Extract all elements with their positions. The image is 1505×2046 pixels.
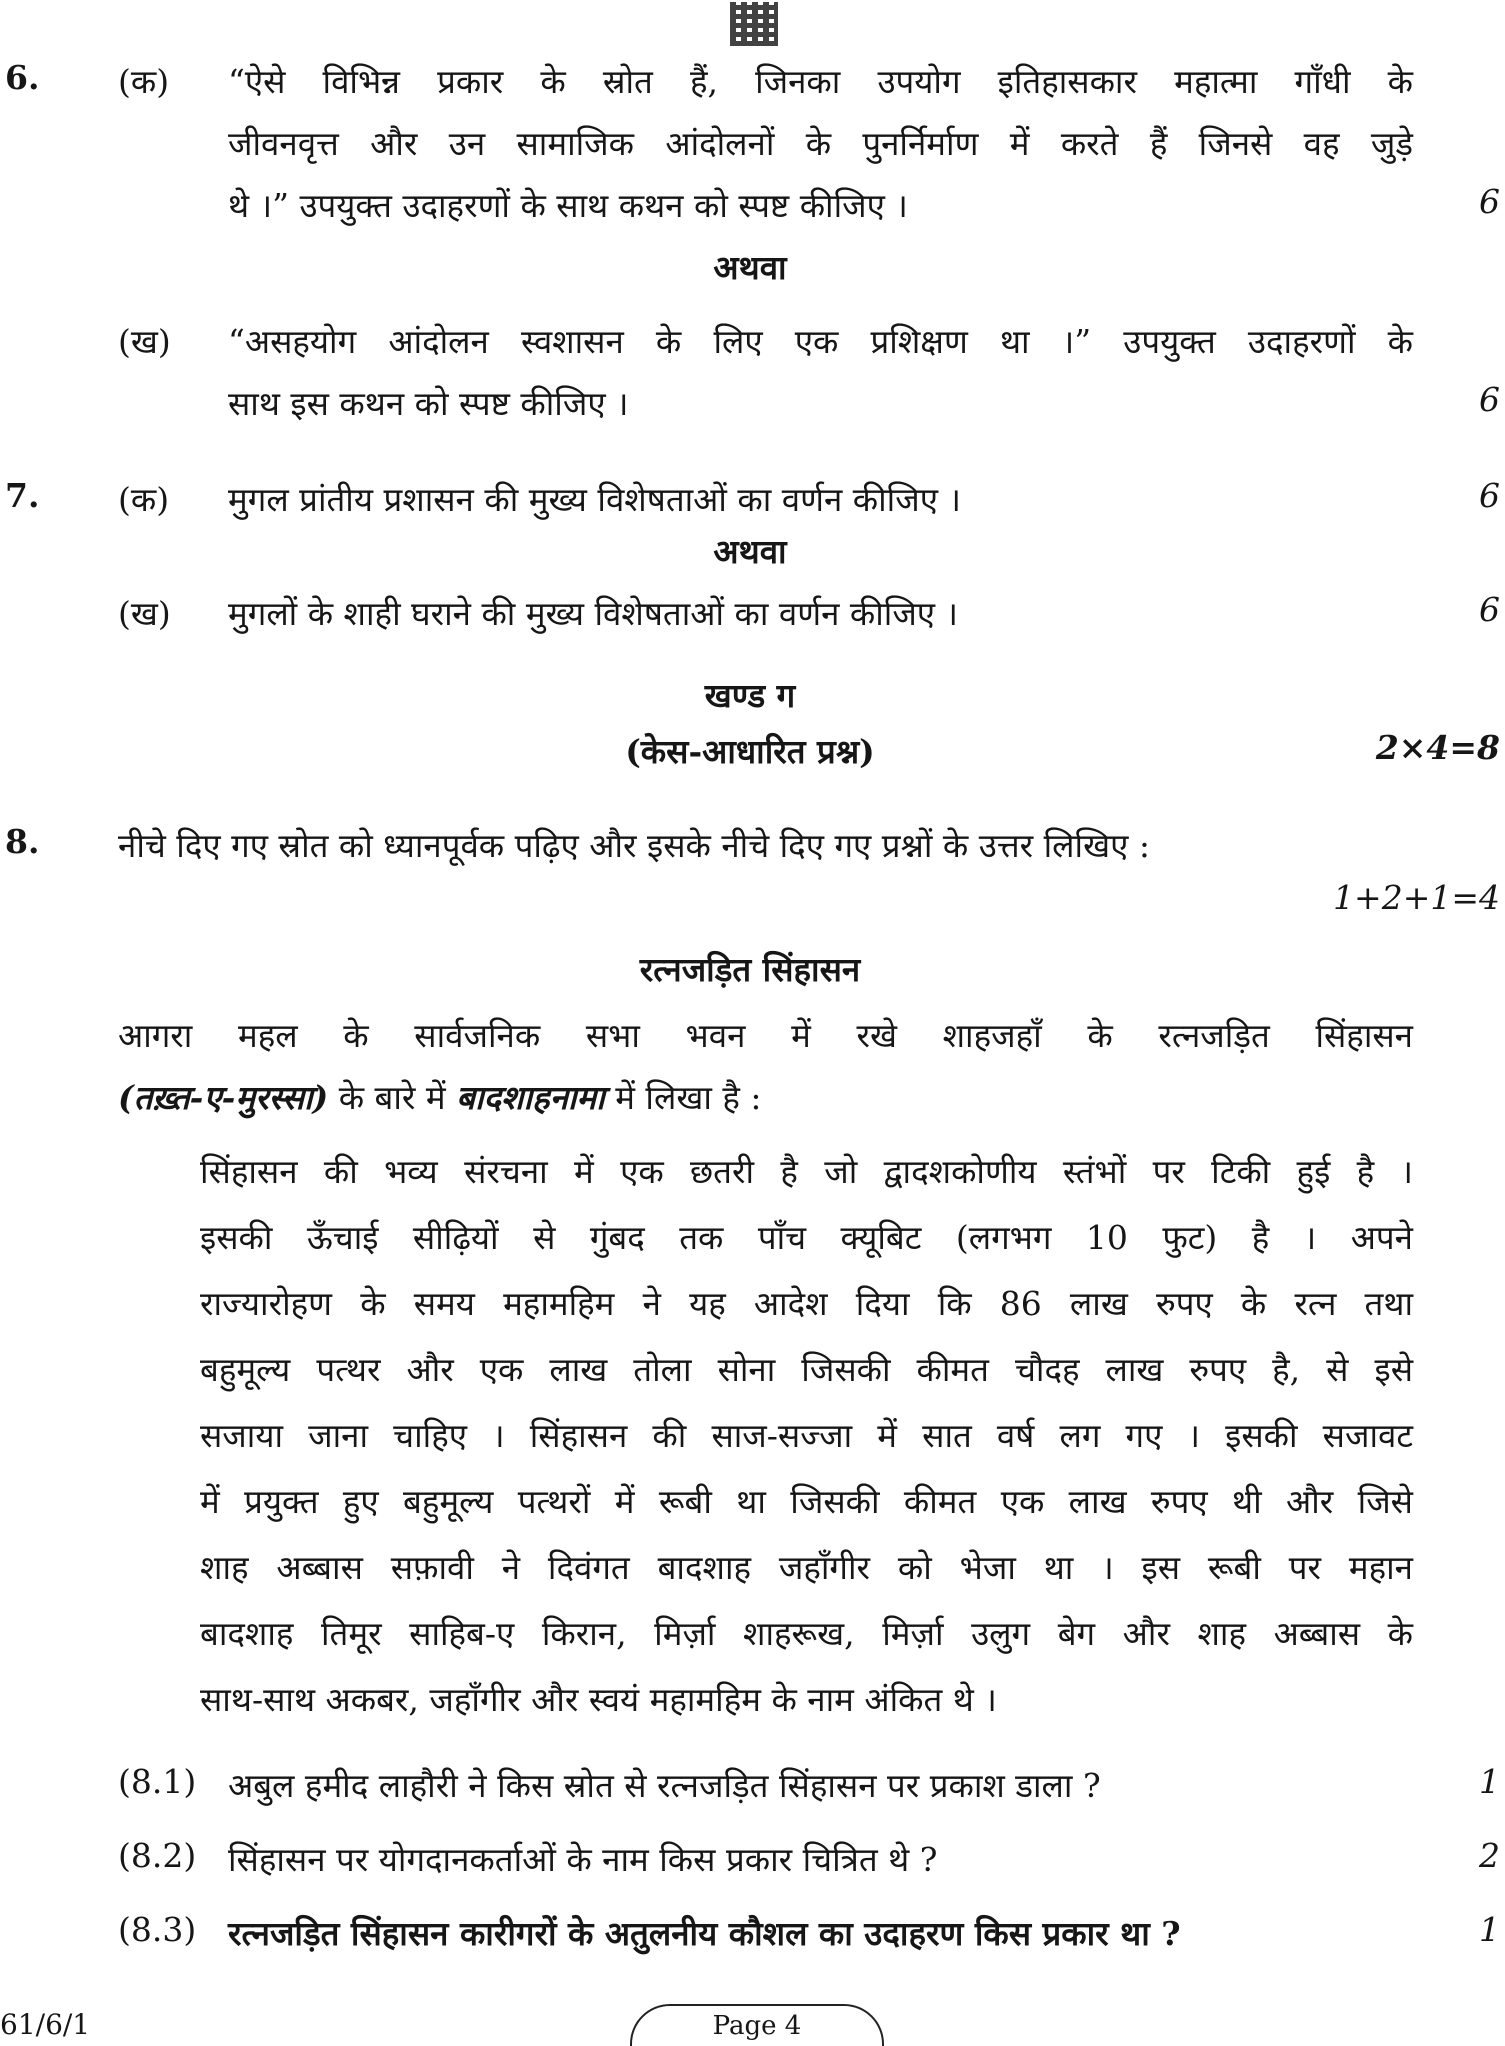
option-a-tag: (क) — [118, 480, 170, 519]
option-a-tag: (क) — [118, 62, 170, 101]
passage-heading: रत्नजड़ित सिंहासन — [639, 950, 861, 989]
qr-code — [730, 2, 778, 46]
q6a-line-3: थे ।” उपयुक्त उदाहरणों के साथ कथन को स्पष्ट कीजिए । — [228, 186, 908, 225]
q6b-line-1: “असहयोग आंदोलन स्वशासन के लिए एक प्रशिक्षण था ।” उपयुक्त उदाहरणों के — [228, 322, 1413, 361]
section-title: खण्ड ग — [704, 676, 796, 715]
subquestion-number: (8.3) — [118, 1910, 197, 1949]
option-b-tag: (ख) — [118, 322, 171, 361]
intro-line-2 — [118, 1074, 762, 1119]
subquestion-number: (8.1) — [118, 1762, 197, 1801]
q8-marks: 1+2+1=4 — [1333, 878, 1500, 917]
q7a-text: मुगल प्रांतीय प्रशासन की मुख्य विशेषताओं का वर्णन कीजिए । — [228, 480, 961, 519]
passage-line: इसकी ऊँचाई सीढ़ियों से गुंबद तक पाँच क्यूबिट (लगभग 10 फुट) है । अपने — [200, 1218, 1413, 1257]
q6b-marks: 6 — [1479, 380, 1500, 419]
subquestion-text: सिंहासन पर योगदानकर्ताओं के नाम किस प्रकार चित्रित थे ? — [228, 1840, 938, 1879]
q6a-line-1: “ऐसे विभिन्न प्रकार के स्रोत हैं, जिनका उपयोग इतिहासकार महात्मा गाँधी के — [228, 62, 1413, 101]
page-number: Page 4 — [630, 2004, 884, 2046]
passage-line: सिंहासन की भव्य संरचना में एक छतरी है जो द्वादशकोणीय स्तंभों पर टिकी हुई है । — [200, 1152, 1413, 1191]
intro-connector: के बारे में — [328, 1078, 457, 1117]
subquestion-text: रत्नजड़ित सिंहासन कारीगरों के अतुलनीय कौशल का उदाहरण किस प्रकार था ? — [228, 1914, 1181, 1953]
passage-line: बादशाह तिमूर साहिब-ए किरान, मिर्ज़ा शाहरूख, मिर्ज़ा उलुग बेग और शाह अब्बास के — [200, 1614, 1413, 1653]
q6a-marks: 6 — [1479, 182, 1500, 221]
book-title: बादशाहनामा — [456, 1078, 605, 1117]
section-subtitle: (केस-आधारित प्रश्न) — [625, 732, 875, 771]
subquestion-number: (8.2) — [118, 1836, 197, 1875]
q7b-marks: 6 — [1479, 590, 1500, 629]
subquestion-text: अबुल हमीद लाहौरी ने किस स्रोत से रत्नजड़ित सिंहासन पर प्रकाश डाला ? — [228, 1766, 1101, 1805]
passage-line: राज्यारोहण के समय महामहिम ने यह आदेश दिया कि 86 लाख रुपए के रत्न तथा — [200, 1284, 1413, 1323]
subquestion-marks: 2 — [1479, 1836, 1500, 1875]
or-separator: अथवा — [713, 532, 787, 571]
intro-end: में लिखा है : — [604, 1078, 762, 1117]
passage-line: बहुमूल्य पत्थर और एक लाख तोला सोना जिसकी कीमत चौदह लाख रुपए है, से इसे — [200, 1350, 1413, 1389]
paper-code: 61/6/1 — [0, 2008, 91, 2041]
question-number-8: 8. — [5, 822, 40, 861]
q6a-line-2: जीवनवृत्त और उन सामाजिक आंदोलनों के पुनर्निर्माण में करते हैं जिनसे वह जुड़े — [228, 124, 1413, 163]
q6b-line-2: साथ इस कथन को स्पष्ट कीजिए । — [228, 384, 629, 423]
q8-instruction: नीचे दिए गए स्रोत को ध्यानपूर्वक पढ़िए और इसके नीचे दिए गए प्रश्नों के उत्तर लिखिए : — [118, 826, 1150, 865]
passage-line: साथ-साथ अकबर, जहाँगीर और स्वयं महामहिम के नाम अंकित थे । — [200, 1680, 997, 1719]
question-number-6: 6. — [5, 58, 40, 97]
q7a-marks: 6 — [1479, 476, 1500, 515]
intro-line-1: आगरा महल के सार्वजनिक सभा भवन में रखे शाहजहाँ के रत्नजड़ित सिंहासन — [118, 1016, 1413, 1055]
or-separator: अथवा — [713, 248, 787, 287]
subquestion-marks: 1 — [1479, 1910, 1500, 1949]
q7b-text: मुगलों के शाही घराने की मुख्य विशेषताओं का वर्णन कीजिए । — [228, 594, 959, 633]
passage-line: शाह अब्बास सफ़ावी ने दिवंगत बादशाह जहाँगीर को भेजा था । इस रूबी पर महान — [200, 1548, 1413, 1587]
throne-name: (तख़्त-ए-मुरस्सा) — [118, 1078, 329, 1117]
option-b-tag: (ख) — [118, 594, 171, 633]
section-marks: 2×4=8 — [1375, 728, 1500, 767]
question-number-7: 7. — [5, 476, 40, 515]
passage-line: में प्रयुक्त हुए बहुमूल्य पत्थरों में रूबी था जिसकी कीमत एक लाख रुपए थी और जिसे — [200, 1482, 1413, 1521]
passage-line: सजाया जाना चाहिए । सिंहासन की साज-सज्जा में सात वर्ष लग गए । इसकी सजावट — [200, 1416, 1413, 1455]
subquestion-marks: 1 — [1479, 1762, 1500, 1801]
